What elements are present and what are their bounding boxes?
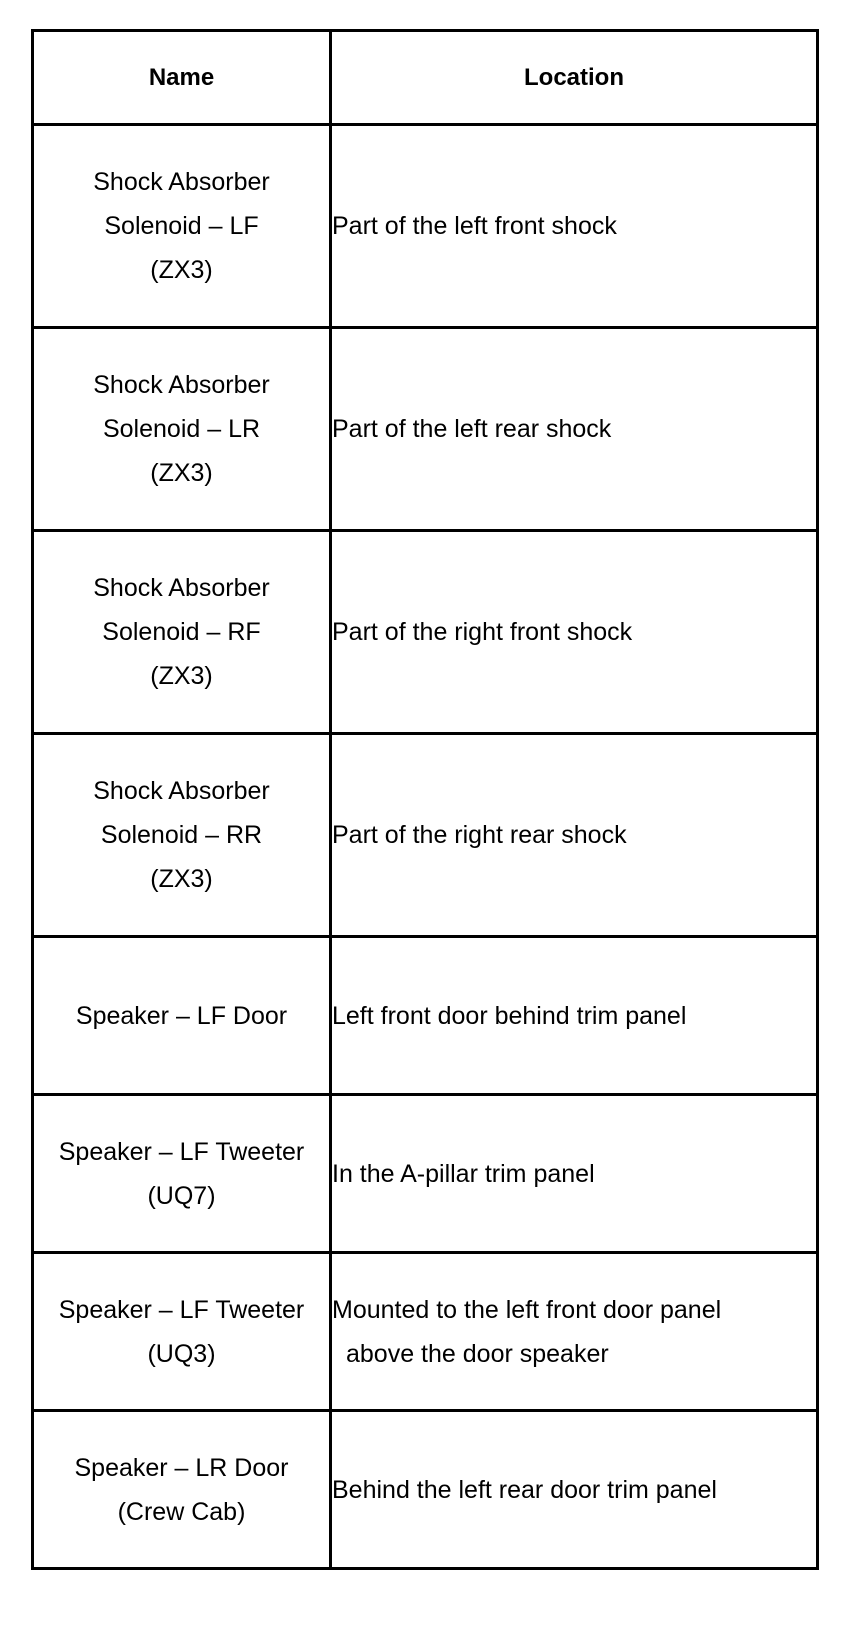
name-line: Speaker – LF Tweeter [58, 1137, 305, 1166]
component-name-cell [33, 734, 331, 937]
component-name-cell [33, 531, 331, 734]
table-row [33, 531, 818, 734]
table-row [33, 734, 818, 937]
location-line: Behind the left rear door trim panel [332, 1475, 717, 1504]
name-line: (UQ3) [147, 1339, 216, 1368]
name-line: Solenoid – LF [104, 212, 259, 240]
name-line: (ZX3) [150, 865, 213, 893]
component-name-cell [33, 1095, 331, 1253]
name-line: Solenoid – LR [102, 415, 261, 443]
location-line: Part of the left front shock [332, 212, 617, 240]
table-row [33, 1253, 818, 1411]
location-cell [331, 734, 818, 937]
component-name-cell [33, 125, 331, 328]
table-header-row [33, 31, 818, 125]
location-line: Part of the left rear shock [332, 415, 612, 443]
location-line: Mounted to the left front door panel [332, 1295, 722, 1324]
table-row [33, 1095, 818, 1253]
location-line: In the A-pillar trim panel [332, 1159, 595, 1188]
name-line: Solenoid – RF [102, 618, 261, 646]
name-line: Shock Absorber [93, 777, 270, 805]
table-row [33, 937, 818, 1095]
component-location-table [31, 29, 819, 1570]
name-column-header: Name [33, 31, 331, 125]
location-column-header: Location [331, 31, 818, 125]
name-line: Shock Absorber [93, 371, 270, 399]
name-line: (UQ7) [147, 1181, 216, 1210]
component-name-cell [33, 937, 331, 1095]
name-line: Speaker – LF Door [75, 1001, 288, 1030]
table-row [33, 125, 818, 328]
location-cell [331, 1095, 818, 1253]
name-line: (ZX3) [150, 459, 213, 487]
table-row [33, 1411, 818, 1569]
location-cell [331, 328, 818, 531]
location-line: Part of the right front shock [332, 618, 633, 646]
location-cell [331, 937, 818, 1095]
location-line: Left front door behind trim panel [332, 1001, 687, 1030]
name-line: Shock Absorber [93, 168, 270, 196]
location-cell [331, 531, 818, 734]
name-line: Solenoid – RR [100, 821, 263, 849]
name-line: (ZX3) [150, 662, 213, 690]
table-row [33, 328, 818, 531]
component-name-cell [33, 328, 331, 531]
name-line: (Crew Cab) [117, 1497, 246, 1526]
location-line: above the door speaker [346, 1339, 609, 1368]
component-name-cell [33, 1411, 331, 1569]
name-line: (ZX3) [150, 256, 213, 284]
location-cell [331, 125, 818, 328]
name-line: Speaker – LF Tweeter [58, 1295, 305, 1324]
name-line: Shock Absorber [93, 574, 270, 602]
location-cell [331, 1253, 818, 1411]
location-cell [331, 1411, 818, 1569]
location-line: Part of the right rear shock [332, 821, 627, 849]
name-line: Speaker – LR Door [74, 1453, 289, 1482]
component-name-cell [33, 1253, 331, 1411]
